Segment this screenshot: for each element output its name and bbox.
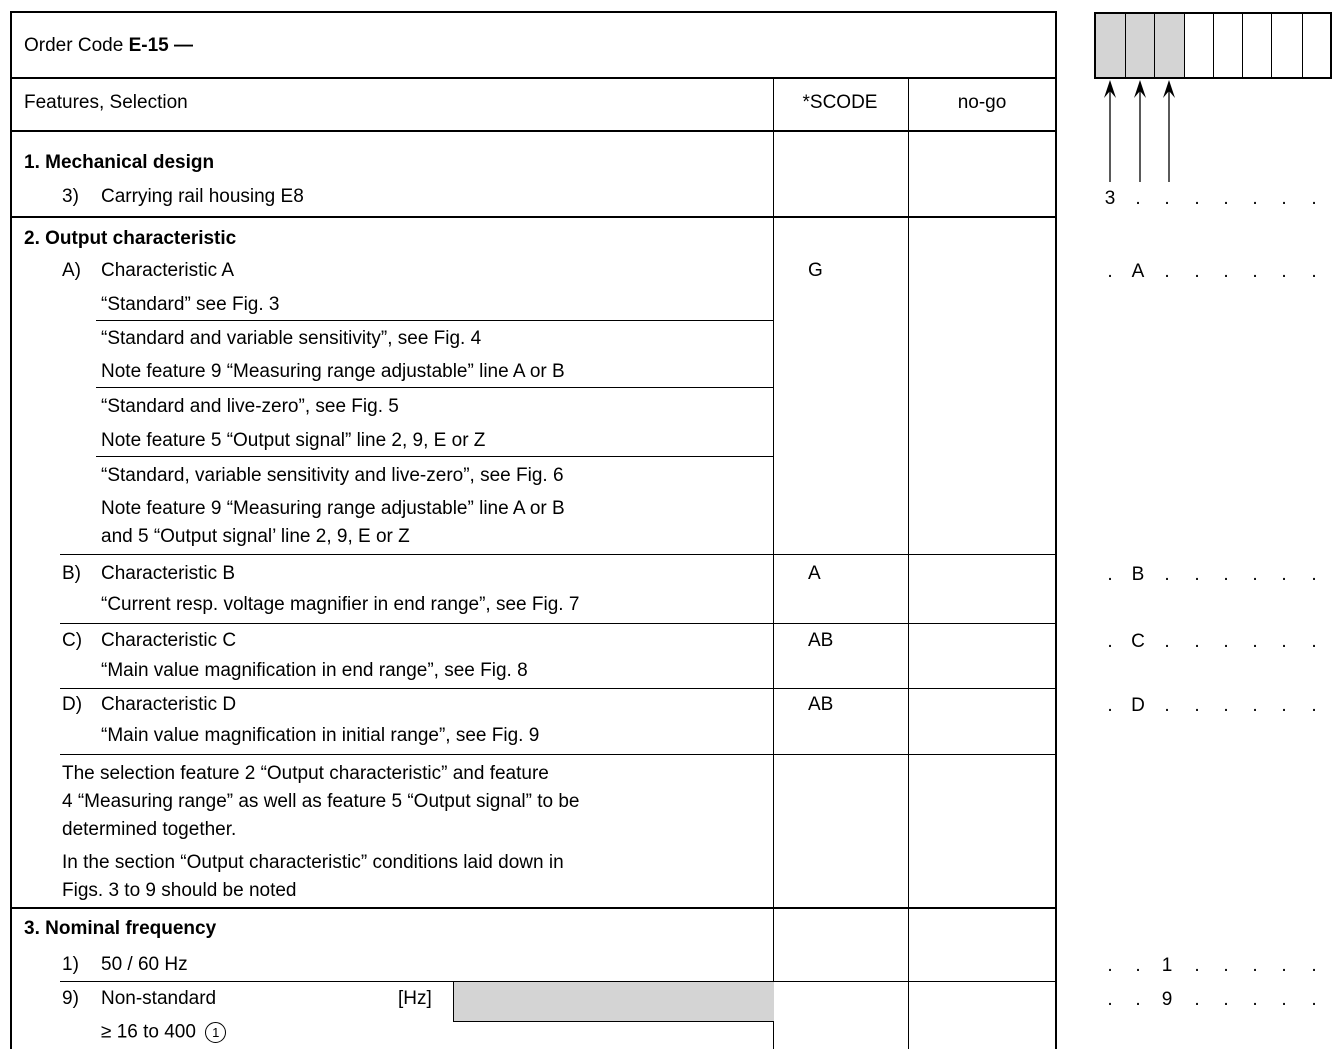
freq-9-unit: [Hz]: [398, 988, 432, 1009]
code-row-freq-9: . . 9 . . . . .: [1107, 989, 1317, 1010]
code-cell-2: [1126, 13, 1154, 78]
arrow-up-icon-3: [1163, 80, 1175, 182]
char-a-num: A): [62, 260, 81, 281]
char-a-sub2-line1: “Standard and variable sensitivity”, see Fig. 4: [101, 328, 482, 349]
note-line3: determined together.: [62, 819, 237, 840]
section1-title: 1. Mechanical design: [24, 152, 215, 173]
char-a-sub1: “Standard” see Fig. 3: [101, 294, 280, 315]
char-b-num: B): [62, 563, 81, 584]
code-row-char-a: . A . . . . . .: [1107, 261, 1317, 282]
code-cell-1: [1095, 13, 1125, 78]
nogo-header: no-go: [957, 92, 1007, 113]
char-d-scode: AB: [808, 694, 834, 715]
order-code-prefix: Order Code: [24, 35, 124, 56]
code-row-char-b: . B . . . . . .: [1107, 564, 1317, 585]
char-c-text: Characteristic C: [101, 630, 237, 651]
char-b-scode: A: [808, 563, 821, 584]
freq-9-num: 9): [62, 988, 79, 1009]
order-code-value: E-15 —: [128, 35, 193, 56]
char-a-sub3-line1: “Standard and live-zero”, see Fig. 5: [101, 396, 399, 417]
scode-header: *SCODE: [802, 92, 878, 113]
char-a-scode: G: [808, 260, 823, 281]
footnote-1-icon: 1: [205, 1022, 226, 1043]
arrow-up-icon-2: [1134, 80, 1146, 182]
code-row-char-d: . D . . . . . .: [1107, 695, 1317, 716]
note-line4: In the section “Output characteristic” conditions laid down in: [62, 852, 564, 873]
char-c-num: C): [62, 630, 83, 651]
section1-item-num: 3): [62, 186, 79, 207]
note-line5: Figs. 3 to 9 should be noted: [62, 880, 297, 901]
code-cell-3: [1155, 13, 1184, 78]
char-d-text: Characteristic D: [101, 694, 237, 715]
code-row-mechanical: 3 . . . . . . .: [1104, 188, 1317, 209]
note-line2: 4 “Measuring range” as well as feature 5 “Output signal” to be: [62, 791, 580, 812]
section3-title: 3. Nominal frequency: [24, 918, 217, 939]
char-c-scode: AB: [808, 630, 834, 651]
char-a-sub4-line1: “Standard, variable sensitivity and live-zero”, see Fig. 6: [101, 465, 564, 486]
char-d-sub: “Main value magnification in initial range”, see Fig. 9: [101, 725, 540, 746]
freq-1-num: 1): [62, 954, 79, 975]
features-header: Features, Selection: [24, 92, 188, 113]
note-line1: The selection feature 2 “Output characteristic” and feature: [62, 763, 549, 784]
section1-item-text: Carrying rail housing E8: [101, 186, 304, 207]
char-a-sub3-line2: Note feature 5 “Output signal” line 2, 9, E or Z: [101, 430, 486, 451]
char-b-text: Characteristic B: [101, 563, 236, 584]
freq-9-text: Non-standard: [101, 988, 217, 1009]
char-b-sub: “Current resp. voltage magnifier in end range”, see Fig. 7: [101, 594, 580, 615]
char-a-text: Characteristic A: [101, 260, 235, 281]
freq-1-text: 50 / 60 Hz: [101, 954, 188, 975]
char-a-sub4-line2: Note feature 9 “Measuring range adjustable” line A or B: [101, 498, 565, 519]
position-arrows: [1095, 78, 1195, 183]
arrow-up-icon-1: [1104, 80, 1116, 182]
section2-title: 2. Output characteristic: [24, 228, 237, 249]
char-d-num: D): [62, 694, 83, 715]
char-c-sub: “Main value magnification in end range”, see Fig. 8: [101, 660, 528, 681]
code-row-char-c: . C . . . . . .: [1107, 631, 1317, 652]
code-row-freq-1: . . 1 . . . . .: [1107, 955, 1317, 976]
char-a-sub4-line3: and 5 “Output signal’ line 2, 9, E or Z: [101, 526, 410, 547]
freq-9-range-text: ≥ 16 to 400: [101, 1021, 196, 1043]
char-a-sub2-line2: Note feature 9 “Measuring range adjustable” line A or B: [101, 361, 565, 382]
